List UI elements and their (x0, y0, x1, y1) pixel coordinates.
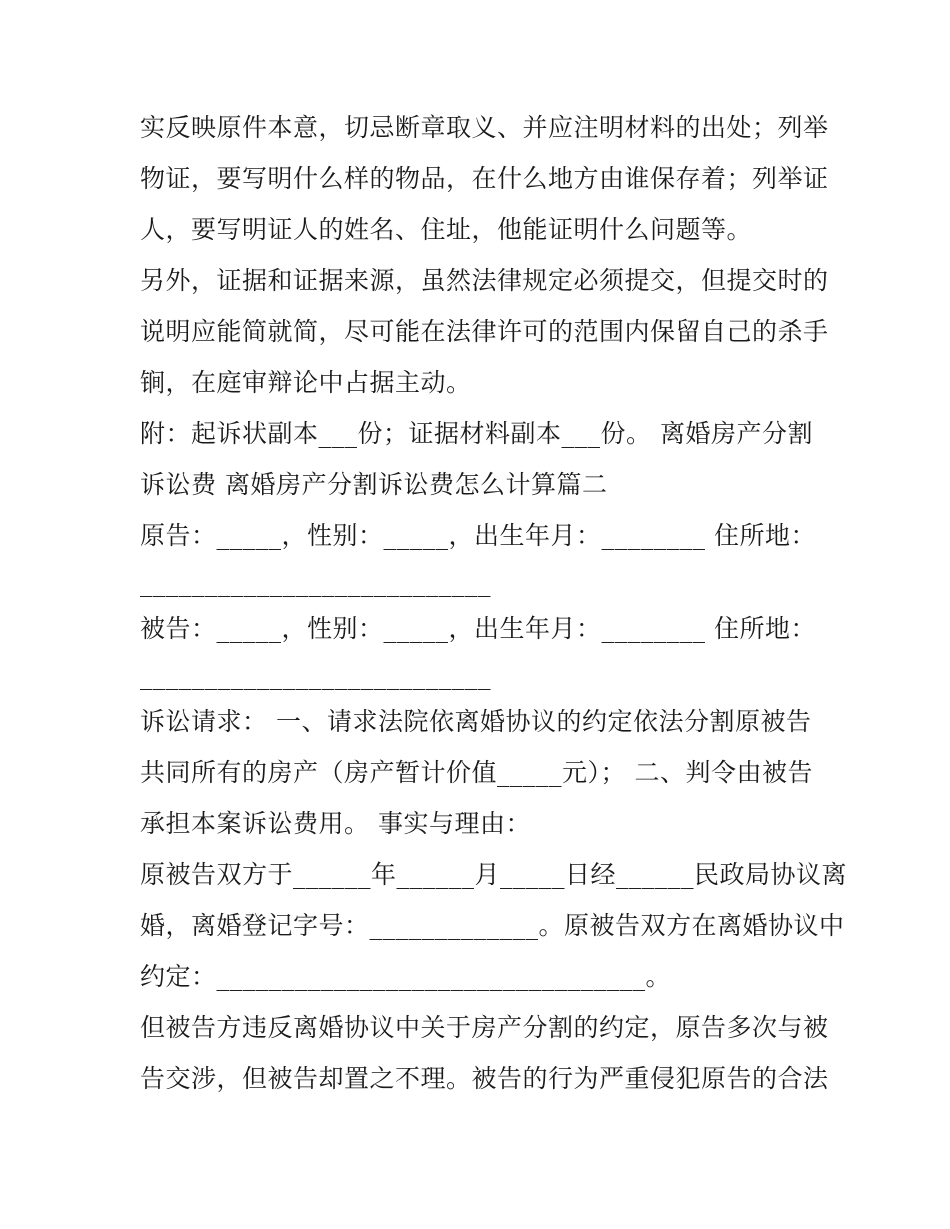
text-line: 说明应能简就简，尽可能在法律许可的范围内保留自己的杀手 (140, 317, 829, 346)
text-line: 诉讼费 离婚房产分割诉讼费怎么计算篇二 (140, 470, 608, 499)
text-line: 锏，在庭审辩论中占据主动。 (140, 368, 472, 397)
text-line: 人，要写明证人的姓名、住址，他能证明什么问题等。 (140, 215, 753, 244)
text-line: 诉讼请求： 一、请求法院依离婚协议的约定依法分割原被告 (140, 707, 812, 736)
text-line: 物证，要写明什么样的物品，在什么地方由谁保存着；列举证 (140, 164, 829, 193)
text-line: 共同所有的房产（房产暂计价值_____元）； 二、判令由被告 (140, 758, 813, 787)
text-line: 被告：_____，性别：_____，出生年月：________ 住所地： (140, 614, 816, 643)
text-line: 但被告方违反离婚协议中关于房产分割的约定，原告多次与被 (140, 1013, 829, 1042)
text-line: ___________________________ (140, 568, 491, 597)
text-line: 告交涉，但被告却置之不理。被告的行为严重侵犯原告的合法 (140, 1064, 829, 1093)
text-line: ___________________________ (140, 661, 491, 690)
text-line: 附：起诉状副本___份；证据材料副本___份。 离婚房产分割 (140, 419, 813, 448)
text-line: 原告：_____，性别：_____，出生年月：________ 住所地： (140, 521, 816, 550)
text-line: 实反映原件本意，切忌断章取义、并应注明材料的出处；列举 (140, 113, 829, 142)
text-line: 承担本案诉讼费用。 事实与理由： (140, 809, 531, 838)
text-line: 原被告双方于______年______月_____日经______民政局协议离 (140, 860, 848, 889)
text-line: 约定：_________________________________。 (140, 962, 672, 991)
text-line: 婚，离婚登记字号：_____________。原被告双方在离婚协议中 (140, 911, 845, 940)
text-line: 另外，证据和证据来源，虽然法律规定必须提交，但提交时的 (140, 266, 829, 295)
